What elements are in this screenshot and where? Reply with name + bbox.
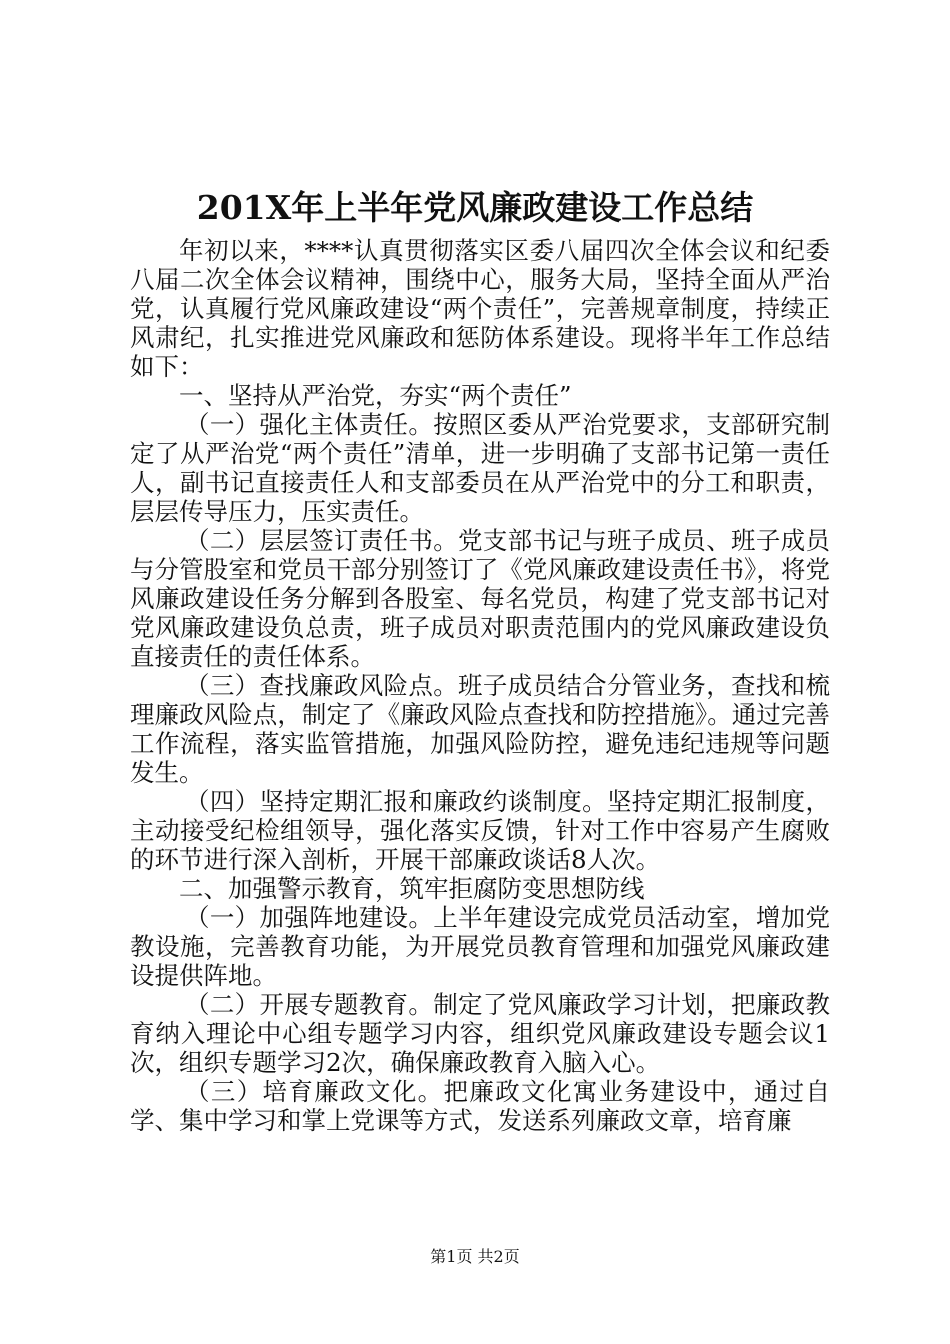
body-paragraph: （一）加强阵地建设。上半年建设完成党员活动室，增加党教设施，完善教育功能，为开展党员教育管理和加强党风廉政建设提供阵地。 bbox=[130, 903, 830, 990]
section-heading-2: 二、加强警示教育，筑牢拒腐防变思想防线 bbox=[179, 874, 645, 903]
section-heading-1: 一、坚持从严治党，夯实“两个责任” bbox=[179, 381, 572, 410]
page-number-footer: 第1页 共2页 bbox=[430, 1247, 520, 1266]
document-title: 201X年上半年党风廉政建设工作总结 bbox=[196, 188, 754, 227]
intro-paragraph: 年初以来，****认真贯彻落实区委八届四次全体会议和纪委八届二次全体会议精神，围绕中心，服务大局，坚持全面从严治党，认真履行党风廉政建设“两个责任”，完善规章制度，持续正风肃纪，扎实推进党风廉政和惩防体系建设。现将半年工作总结如下： bbox=[130, 236, 830, 381]
body-paragraph: （二）开展专题教育。制定了党风廉政学习计划，把廉政教育纳入理论中心组专题学习内容，组织党风廉政建设专题会议1次，组织专题学习2次，确保廉政教育入脑入心。 bbox=[130, 990, 830, 1077]
document-body bbox=[130, 236, 830, 1135]
body-paragraph: （一）强化主体责任。按照区委从严治党要求，支部研究制定了从严治党“两个责任”清单，进一步明确了支部书记第一责任人，副书记直接责任人和支部委员在从严治党中的分工和职责，层层传导压力，压实责任。 bbox=[130, 410, 830, 526]
body-paragraph: （二）层层签订责任书。党支部书记与班子成员、班子成员与分管股室和党员干部分别签订了《党风廉政建设责任书》，将党风廉政建设任务分解到各股室、每名党员，构建了党支部书记对党风廉政建设负总责，班子成员对职责范围内的党风廉政建设负直接责任的责任体系。 bbox=[130, 526, 830, 671]
body-paragraph: （三）查找廉政风险点。班子成员结合分管业务，查找和梳理廉政风险点，制定了《廉政风险点查找和防控措施》。通过完善工作流程，落实监管措施，加强风险防控，避免违纪违规等问题发生。 bbox=[130, 671, 830, 787]
body-paragraph: （三）培育廉政文化。把廉政文化寓业务建设中，通过自学、集中学习和掌上党课等方式，发送系列廉政文章，培育廉 bbox=[130, 1077, 830, 1135]
body-paragraph: （四）坚持定期汇报和廉政约谈制度。坚持定期汇报制度，主动接受纪检组领导，强化落实反馈，针对工作中容易产生腐败的环节进行深入剖析，开展干部廉政谈话8人次。 bbox=[130, 787, 830, 874]
